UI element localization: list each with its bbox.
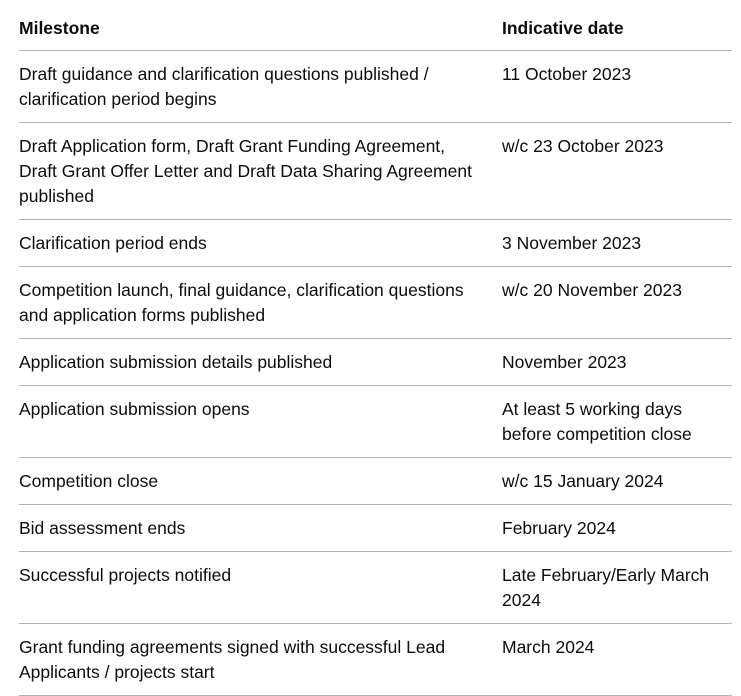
table-row xyxy=(19,552,732,624)
table-row xyxy=(19,220,732,267)
date-cell: w/c 20 November 2023 xyxy=(502,267,732,339)
table-row xyxy=(19,505,732,552)
milestone-cell: Successful projects notified xyxy=(19,552,502,624)
table-row xyxy=(19,339,732,386)
milestone-cell: Application submission opens xyxy=(19,386,502,458)
table-row xyxy=(19,123,732,220)
date-cell: w/c 23 October 2023 xyxy=(502,123,732,220)
table-row xyxy=(19,386,732,458)
milestone-cell: Competition close xyxy=(19,458,502,505)
milestone-cell: Application submission details published xyxy=(19,339,502,386)
milestone-cell: Competition launch, final guidance, clarification questions and application forms published xyxy=(19,267,502,339)
milestone-cell: Bid assessment ends xyxy=(19,505,502,552)
column-header-date: Indicative date xyxy=(502,0,732,51)
date-cell: February 2024 xyxy=(502,505,732,552)
date-cell: w/c 15 January 2024 xyxy=(502,458,732,505)
date-cell: 11 October 2023 xyxy=(502,51,732,123)
table-row xyxy=(19,458,732,505)
date-cell: At least 5 working days before competition close xyxy=(502,386,732,458)
table-row xyxy=(19,624,732,696)
milestone-cell: Grant funding agreements signed with successful Lead Applicants / projects start xyxy=(19,624,502,696)
date-cell: March 2024 xyxy=(502,624,732,696)
date-cell: November 2023 xyxy=(502,339,732,386)
milestone-cell: Draft Application form, Draft Grant Funding Agreement, Draft Grant Offer Letter and Draft Data Sharing Agreement published xyxy=(19,123,502,220)
milestone-cell: Draft guidance and clarification questions published / clarification period begins xyxy=(19,51,502,123)
table-row xyxy=(19,267,732,339)
milestone-cell: Clarification period ends xyxy=(19,220,502,267)
table-row xyxy=(19,51,732,123)
milestones-table xyxy=(19,0,732,696)
date-cell: 3 November 2023 xyxy=(502,220,732,267)
column-header-milestone: Milestone xyxy=(19,0,502,51)
table-header-row xyxy=(19,0,732,51)
date-cell: Late February/Early March 2024 xyxy=(502,552,732,624)
